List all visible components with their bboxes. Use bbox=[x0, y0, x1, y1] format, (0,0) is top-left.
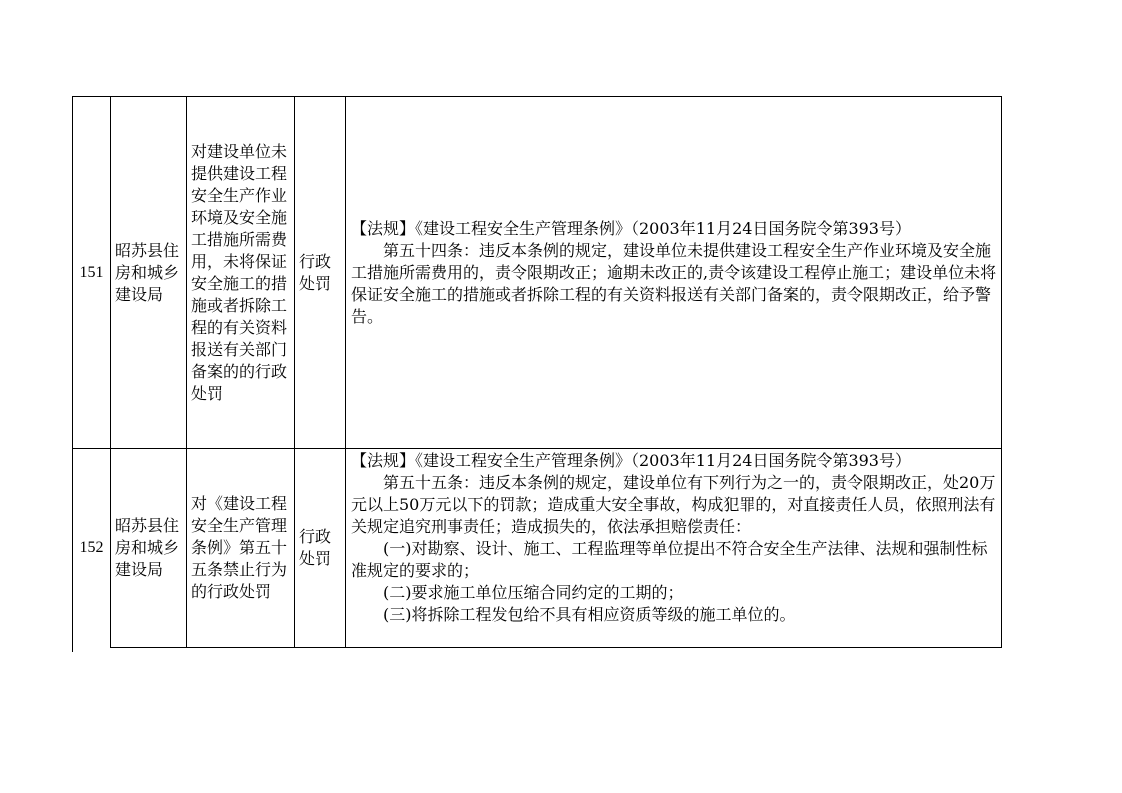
category-text: 行政处罚 bbox=[299, 527, 332, 568]
law-article: 第五十五条：违反本条例的规定，建设单位有下列行为之一的，责令限期改正，处20万元以上50万元以下的罚款；造成重大安全事故，构成犯罪的，对直接责任人员，依照刑法有关规定追究刑事责任；造成损失的，依法承担赔偿责任： bbox=[351, 473, 996, 536]
department-text: 昭苏县住房和城乡建设局 bbox=[115, 516, 180, 579]
item-text: 对《建设工程安全生产管理条例》第五十五条禁止行为的行政处罚 bbox=[191, 494, 288, 601]
item-text: 对建设单位未提供建设工程安全生产作业环境及安全施工措施所需费用，未将保证安全施工的措施或者拆除工程的有关资料报送有关部门备案的的行政处罚 bbox=[191, 141, 288, 403]
department-text: 昭苏县住房和城乡建设局 bbox=[115, 240, 180, 304]
law-article: 第五十四条：违反本条例的规定，建设单位未提供建设工程安全生产作业环境及安全施工措施所需费用的，责令限期改正；逾期未改正的,责令该建设工程停止施工；建设单位未将保证安全施工的措施或者拆除工程的有关资料报送有关部门备案的，责令限期改正，给予警告。 bbox=[351, 240, 997, 326]
table-right-border bbox=[1001, 96, 1002, 648]
column-divider bbox=[294, 96, 295, 648]
column-divider bbox=[110, 96, 111, 648]
table-row-number: 152 bbox=[79, 539, 104, 556]
table-row-number: 151 bbox=[79, 263, 104, 281]
item-cell bbox=[191, 449, 291, 647]
category-cell bbox=[299, 449, 339, 647]
law-clause: (一)对勘察、设计、施工、工程监理等单位提出不符合安全生产法律、法规和强制性标准规定的要求的； bbox=[351, 539, 988, 580]
law-text-block bbox=[351, 218, 997, 328]
department-cell bbox=[115, 97, 183, 448]
law-source: 【法规】《建设工程安全生产管理条例》（2003年11月24日国务院令第393号） bbox=[351, 451, 911, 470]
regulation-table bbox=[72, 96, 1002, 648]
column-divider bbox=[345, 96, 346, 648]
category-cell bbox=[299, 97, 339, 448]
item-cell bbox=[191, 97, 291, 448]
law-clause: (三)将拆除工程发包给不具有相应资质等级的施工单位的。 bbox=[383, 605, 796, 624]
law-cell bbox=[351, 97, 997, 448]
category-text: 行政处罚 bbox=[299, 251, 332, 293]
department-cell bbox=[115, 449, 183, 647]
law-cell bbox=[351, 450, 997, 648]
law-text-block bbox=[351, 450, 997, 626]
column-divider bbox=[186, 96, 187, 648]
law-source: 【法规】《建设工程安全生产管理条例》（2003年11月24日国务院令第393号） bbox=[351, 218, 911, 238]
law-clause: (二)要求施工单位压缩合同约定的工期的； bbox=[383, 583, 684, 602]
